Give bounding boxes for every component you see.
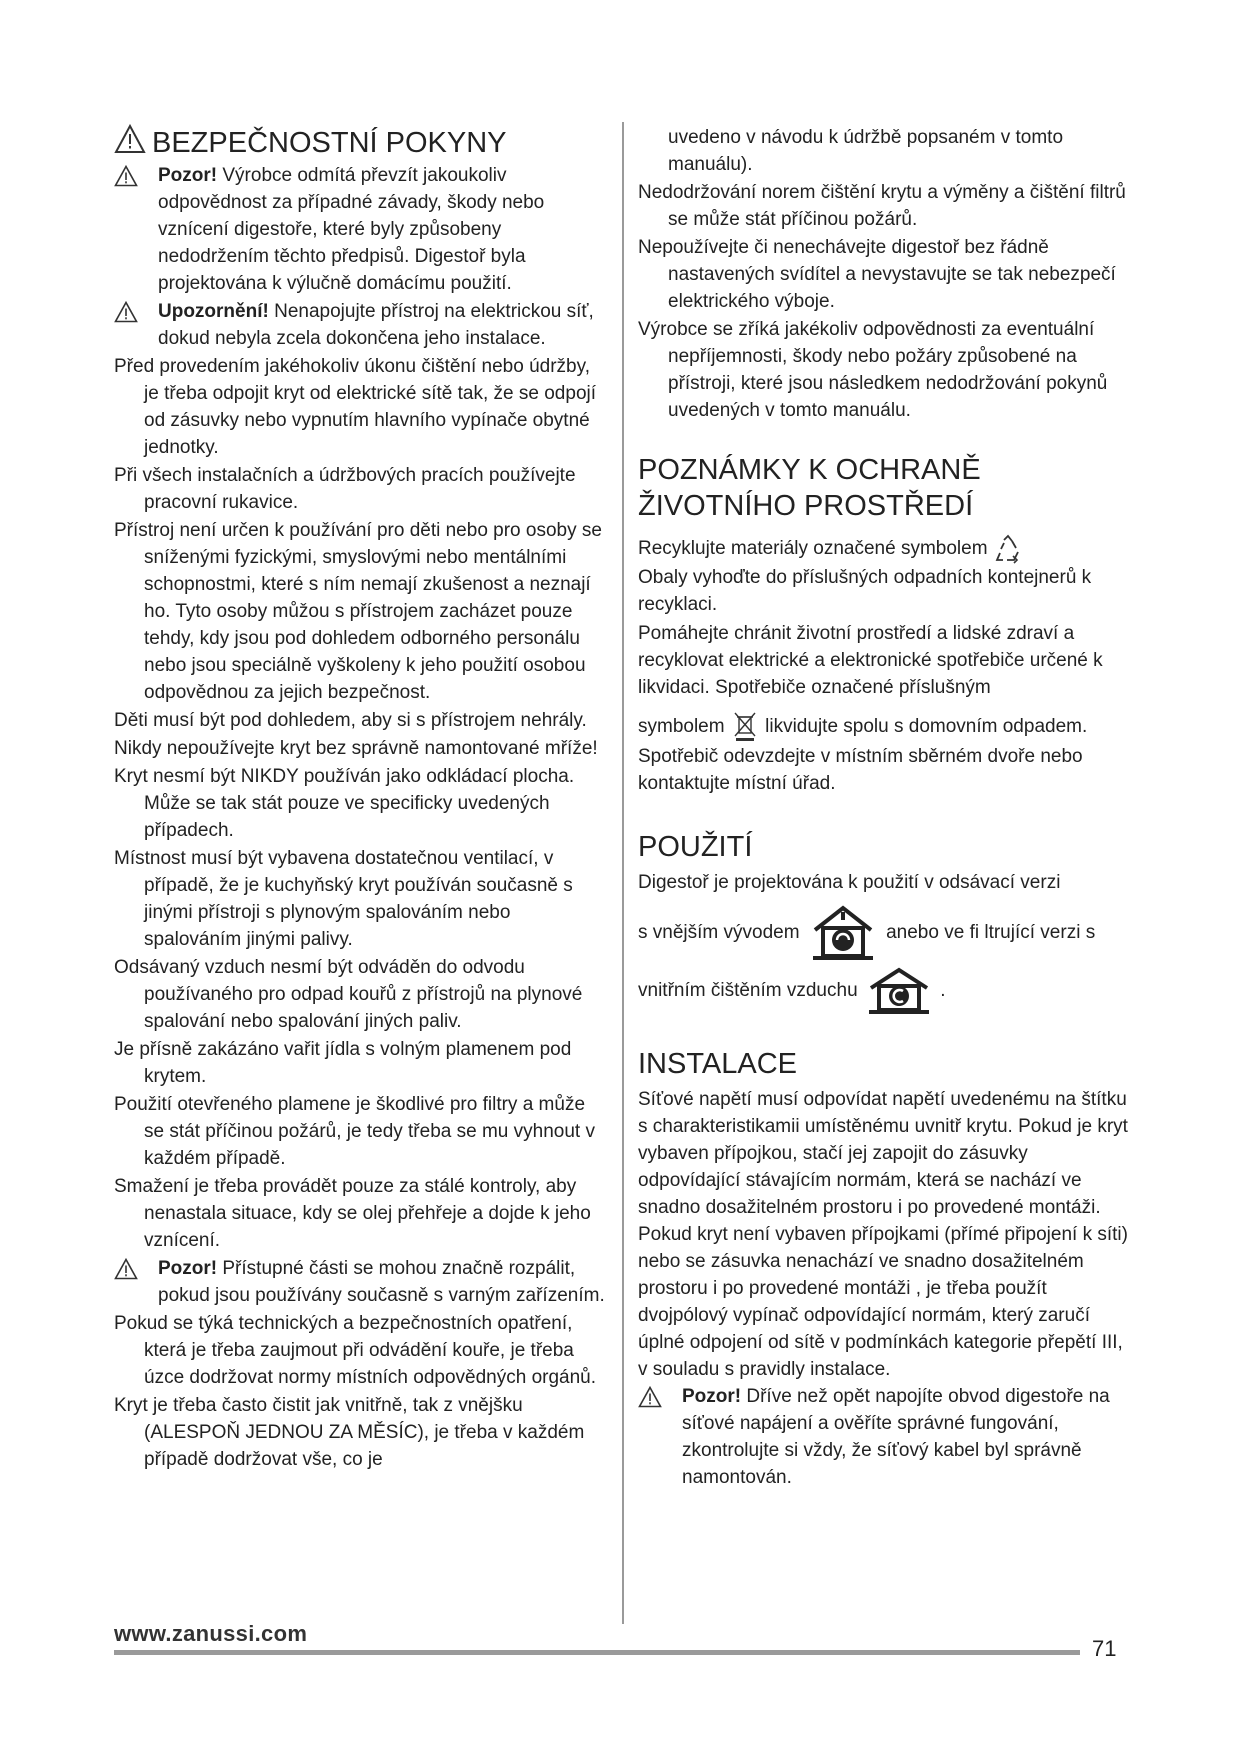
paragraph-warning-4 [638,1383,1128,1491]
use-extraction-line [638,904,1128,962]
paragraph-text: Dříve než opět napojíte obvod digestoře na síťové napájení a ověříte správné fungování, zkontrolujte si vždy, že síťový kabel byl správně namontován. [682,1386,1110,1488]
paragraph-warning-1 [114,162,610,297]
warning-icon [638,1386,662,1408]
warning-label: Pozor! [158,1258,218,1279]
paragraph: Přístroj není určen k používání pro děti nebo pro osoby se sníženými fyzickými, smyslovými nebo mentálními schopnostmi, které s ním nemají zkušenost a neznají ho. Tyto osoby můžou s přístrojem zacházet pouze tehdy, kdy jsou pod dohledem odborného personálu nebo jsou speciálně vyškoleny k jeho použití osobou odpovědnou za jejich bezpečnost. [114,520,602,703]
paragraph: Obaly vyhoďte do příslušných odpadních kontejnerů k recyklaci. [638,567,1092,615]
paragraph: Děti musí být pod dohledem, aby si s přístrojem nehrály. [114,710,587,731]
environment-recycle-line [638,534,1128,564]
use-filter-line [638,966,1128,1016]
safety-heading [114,124,610,160]
weee-bin-icon [732,711,758,743]
paragraph: Kryt nesmí být NIKDY používán jako odkládací plocha. Může se tak stát pouze ve specificky uvedených případech. [114,766,575,841]
warning-icon [114,124,146,154]
paragraph: Digestoř je projektována k použití v odsávací verzi [638,872,1061,893]
environment-weee-line [638,711,1128,797]
paragraph: uvedeno v návodu k údržbě popsaném v tomto manuálu). [668,127,1064,175]
warning-label: Upozornění! [158,301,269,322]
paragraph-text: anebo ve fi ltrující verzi s [886,922,1096,944]
left-column [114,124,610,1474]
paragraph-text: symbolem [638,716,725,738]
warning-icon [114,165,138,187]
environment-heading-line-1: POZNÁMKY K OCHRANĚ [638,454,981,486]
website-link[interactable]: www.zanussi.com [114,1621,308,1646]
environment-heading [638,452,1128,524]
paragraph-text: s vnějším vývodem [638,922,800,944]
warning-icon [114,301,138,323]
page-number: 71 [1092,1636,1117,1661]
paragraph: Síťové napětí musí odpovídat napětí uvedenému na štítku s charakteristikamii umístěnému uvnitř krytu. Pokud je kryt vybaven přípojkou, stačí jej zapojit do zásuvky odpovídající stávajícím normám, která se nachází ve snadno dosažitelném prostoru i po provedené montáži. Pokud kryt není vybaven přípojkami (přímé připojení k síti) nebo se zásuvka nenachází ve snadno dosažitelném prostoru i po provedené montáži , je třeba použít dvojpólový vypínač odpovídající normám, který zaručí úplné odpojení od sítě v podmínkách kategorie přepětí III, v souladu s pravidly instalace. [638,1089,1128,1380]
extraction-mode-icon [811,904,875,962]
warning-label: Pozor! [682,1386,742,1407]
paragraph: Pokud se týká technických a bezpečnostních opatření, která je třeba zaujmout při odvádění kouře, je třeba úzce dodržovat normy místních odpovědných orgánů. [114,1313,597,1388]
installation-heading-text: INSTALACE [638,1048,798,1080]
installation-heading [638,1046,1128,1082]
safety-heading-text: BEZPEČNOSTNÍ POKYNY [152,127,507,159]
paragraph-warning-3 [114,1255,610,1309]
use-heading [638,829,1128,865]
paragraph: Místnost musí být vybavena dostatečnou ventilací, v případě, že je kuchyňský kryt používán současně s jinými přístroji s plynovým spalováním nebo spalováním jinými palivy. [114,848,573,950]
paragraph: Výrobce se zříká jakékoliv odpovědnosti za eventuální nepříjemnosti, škody nebo požáry způsobené na přístroji, které jsou následkem nedodržování pokynů uvedených v tomto manuálu. [638,319,1108,421]
environment-heading-line-2: ŽIVOTNÍHO PROSTŘEDÍ [638,490,974,522]
paragraph: Pomáhejte chránit životní prostředí a lidské zdraví a recyklovat elektrické a elektronické spotřebiče určené k likvidaci. Spotřebiče označené příslušným [638,623,1103,698]
paragraph: Při všech instalačních a údržbových pracích používejte pracovní rukavice. [114,465,576,513]
paragraph-text: vnitřním čištěním vzduchu [638,980,858,1002]
paragraph-text: Nenapojujte přístroj na elektrickou síť, dokud nebyla zcela dokončena jeho instalace. [158,301,594,349]
paragraph: Odsávaný vzduch nesmí být odváděn do odvodu používaného pro odpad kouřů z přístrojů na plynové spalování nebo spalování jiných paliv. [114,957,583,1032]
paragraph-text: Recyklujte materiály označené symbolem [638,538,988,560]
paragraph: Před provedením jakéhokoliv úkonu čištění nebo údržby, je třeba odpojit kryt od elektrické sítě tak, že se odpojí od zásuvky nebo vypnutím hlavního vypínače obytné jednotky. [114,356,597,458]
paragraph: Kryt je třeba často čistit jak vnitřně, tak z vnějšku (ALESPOŇ JEDNOU ZA MĚSÍC), je třeba v každém případě dodržovat vše, co je [114,1395,585,1470]
paragraph: Nedodržování norem čištění krytu a výměny a čištění filtrů se může stát příčinou požárů. [638,182,1126,230]
warning-icon [114,1258,138,1280]
paragraph-text: . [940,980,946,1002]
paragraph-text: Přístupné části se mohou značně rozpálit, pokud jsou používány současně s varným zařízením. [158,1258,605,1306]
paragraph-text: Výrobce odmítá převzít jakoukoliv odpovědnost za případné závady, škody nebo vznícení digestoře, které byly způsobeny nedodržením těchto předpisů. Digestoř byla projektována k výlučně domácímu použití. [158,165,545,294]
paragraph: Smažení je třeba provádět pouze za stálé kontroly, aby nenastala situace, kdy se olej přehřeje a dojde k jeho vznícení. [114,1176,591,1251]
column-divider [622,122,624,1624]
paragraph: Nikdy nepoužívejte kryt bez správně namontované mříže! [114,738,598,759]
footer-rule [114,1650,1080,1655]
filter-mode-icon [867,966,931,1016]
paragraph-text: likvidujte spolu s domovním odpadem. Spotřebič odevzdejte v místním sběrném dvoře nebo kontaktujte místní úřad. [638,716,1088,794]
paragraph: Použití otevřeného plamene je škodlivé pro filtry a může se stát příčinou požárů, je tedy třeba se mu vyhnout v každém případě. [114,1094,595,1169]
use-heading-text: POUŽITÍ [638,831,753,863]
paragraph: Je přísně zakázáno vařit jídla s volným plamenem pod krytem. [114,1039,572,1087]
paragraph: Nepoužívejte či nenechávejte digestoř bez řádně nastavených svídítel a nevystavujte se tak nebezpečí elektrického výboje. [638,237,1116,312]
paragraph-warning-2 [114,298,610,352]
right-column [638,124,1128,1492]
recycle-icon [993,534,1023,564]
warning-label: Pozor! [158,165,218,186]
